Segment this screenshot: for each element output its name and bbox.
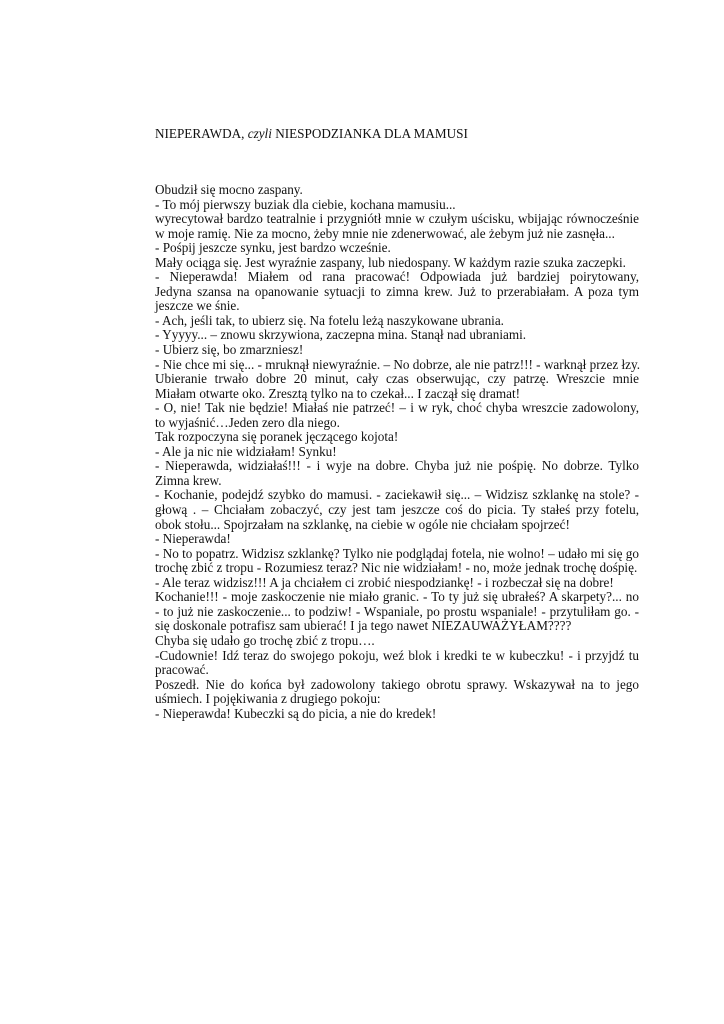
story-line: się doskonale potrafisz sam ubierać! I ja tego nawet NIEZAUWAŻYŁAM???? xyxy=(155,618,572,634)
story-line: wyrecytował bardzo teatralnie i przygniótł mnie w czułym uścisku, wbijając równocześnie xyxy=(155,212,639,227)
story-line: - Nieperawda! Miałem od rana pracować! Odpowiada już bardziej poirytowany, xyxy=(155,270,639,285)
story-line: -Cudownie! Idź teraz do swojego pokoju, weź blok i kredki te w kubeczku! - i przyjdź tu xyxy=(155,648,639,663)
story-line: - To mój pierwszy buziak dla ciebie, kochana mamusiu... xyxy=(155,196,456,212)
document-title xyxy=(155,126,468,142)
title-part-2: NIESPODZIANKA DLA MAMUSI xyxy=(271,126,468,141)
story-line: obok stołu... Spojrzałam na szklankę, na ciebie w ogóle nie chciałam spojrzeć! xyxy=(155,516,570,532)
story-line: - Ubierz się, bo zmarzniesz! xyxy=(155,342,304,358)
story-line: głową . – Chciałam zobaczyć, czy jest tam jeszcze coś do picia. Ty stałeś przy fotelu, xyxy=(155,503,639,518)
title-italic-word: czyli xyxy=(247,126,272,141)
story-line: - Kochanie, podejdź szybko do mamusi. - zaciekawił się... – Widzisz szklankę na stole? - xyxy=(155,488,639,503)
story-body xyxy=(155,183,639,721)
story-line: - Nieperawda, widziałaś!!! - i wyje na dobre. Chyba już nie pośpię. No dobrze. Tylko xyxy=(155,459,639,474)
story-line: - Ach, jeśli tak, to ubierz się. Na fotelu leżą naszykowane ubrania. xyxy=(155,312,504,328)
story-line: - O, nie! Tak nie będzie! Miałaś nie patrzeć! – i w ryk, choć chyba wreszcie zadowolony, xyxy=(155,401,639,416)
story-line: w moje ramię. Nie za mocno, żeby mnie nie zdenerwować, ale żebym już nie zasnęła... xyxy=(155,225,615,241)
story-line: Obudził się mocno zaspany. xyxy=(155,182,303,197)
story-line: - Nie chce mi się... - mruknął niewyraźnie. – No dobrze, ale nie patrz!!! - warknął przez łzy. xyxy=(155,356,641,372)
story-line: Mały ociąga się. Jest wyraźnie zaspany, lub niedospany. W każdym razie szuka zaczepki. xyxy=(155,254,626,270)
story-line: uśmiech. I pojękiwania z drugiego pokoju: xyxy=(155,691,381,707)
story-line: - No to popatrz. Widzisz szklankę? Tylko nie podglądaj fotela, nie wolno! – udało mi się go xyxy=(155,546,639,561)
story-line: - Nieperawda! Kubeczki są do picia, a nie do kredek! xyxy=(155,705,437,721)
story-line: Tak rozpoczyna się poranek jęczącego kojota! xyxy=(155,429,399,445)
story-line: - Pośpij jeszcze synku, jest bardzo wcześnie. xyxy=(155,240,391,256)
title-part-1: NIEPERAWDA, xyxy=(155,126,248,141)
story-line: Miałam otwarte oko. Zresztą tylko na to czekał... I zaczął się dramat! xyxy=(155,385,521,401)
story-line: Chyba się udało go trochę zbić z tropu…. xyxy=(155,632,375,648)
story-line: to wyjaśnić…Jeden zero dla niego. xyxy=(155,414,340,430)
story-line: - Ale teraz widzisz!!! A ja chciałem ci zrobić niespodziankę! - i rozbeczał się na dobre! xyxy=(155,574,614,590)
story-line: trochę zbić z tropu - Rozumiesz teraz? Nic nie widziałam! - no, może jednak trochę dośpię. xyxy=(155,560,638,576)
story-line: Ubieranie trwało dobre 20 minut, cały czas obserwując, czy patrzę. Wreszcie mnie xyxy=(155,372,639,387)
story-line: Zimna krew. xyxy=(155,472,222,488)
story-line: - to już nie zaskoczenie... to podziw! - Wspaniale, po prostu wspaniale! - przytuliłam go. - xyxy=(155,604,639,619)
story-line: - Yyyyy... – znowu skrzywiona, zaczepna mina. Stanął nad ubraniami. xyxy=(155,327,527,343)
story-line: - Ale ja nic nie widziałam! Synku! xyxy=(155,443,337,459)
story-line: Jedyna szansa na opanowanie sytuacji to zimna krew. Już to przerabiałam. A poza tym xyxy=(155,284,639,299)
story-line: jeszcze we śnie. xyxy=(155,298,240,314)
story-line: pracować. xyxy=(155,662,209,678)
story-line: Poszedł. Nie do końca był zadowolony takiego obrotu sprawy. Wskazywał na to jego xyxy=(155,677,639,692)
story-line: - Nieperawda! xyxy=(155,531,231,547)
story-line: Kochanie!!! - moje zaskoczenie nie miało granic. - To ty już się ubrałeś? A skarpety?... no xyxy=(155,590,639,605)
